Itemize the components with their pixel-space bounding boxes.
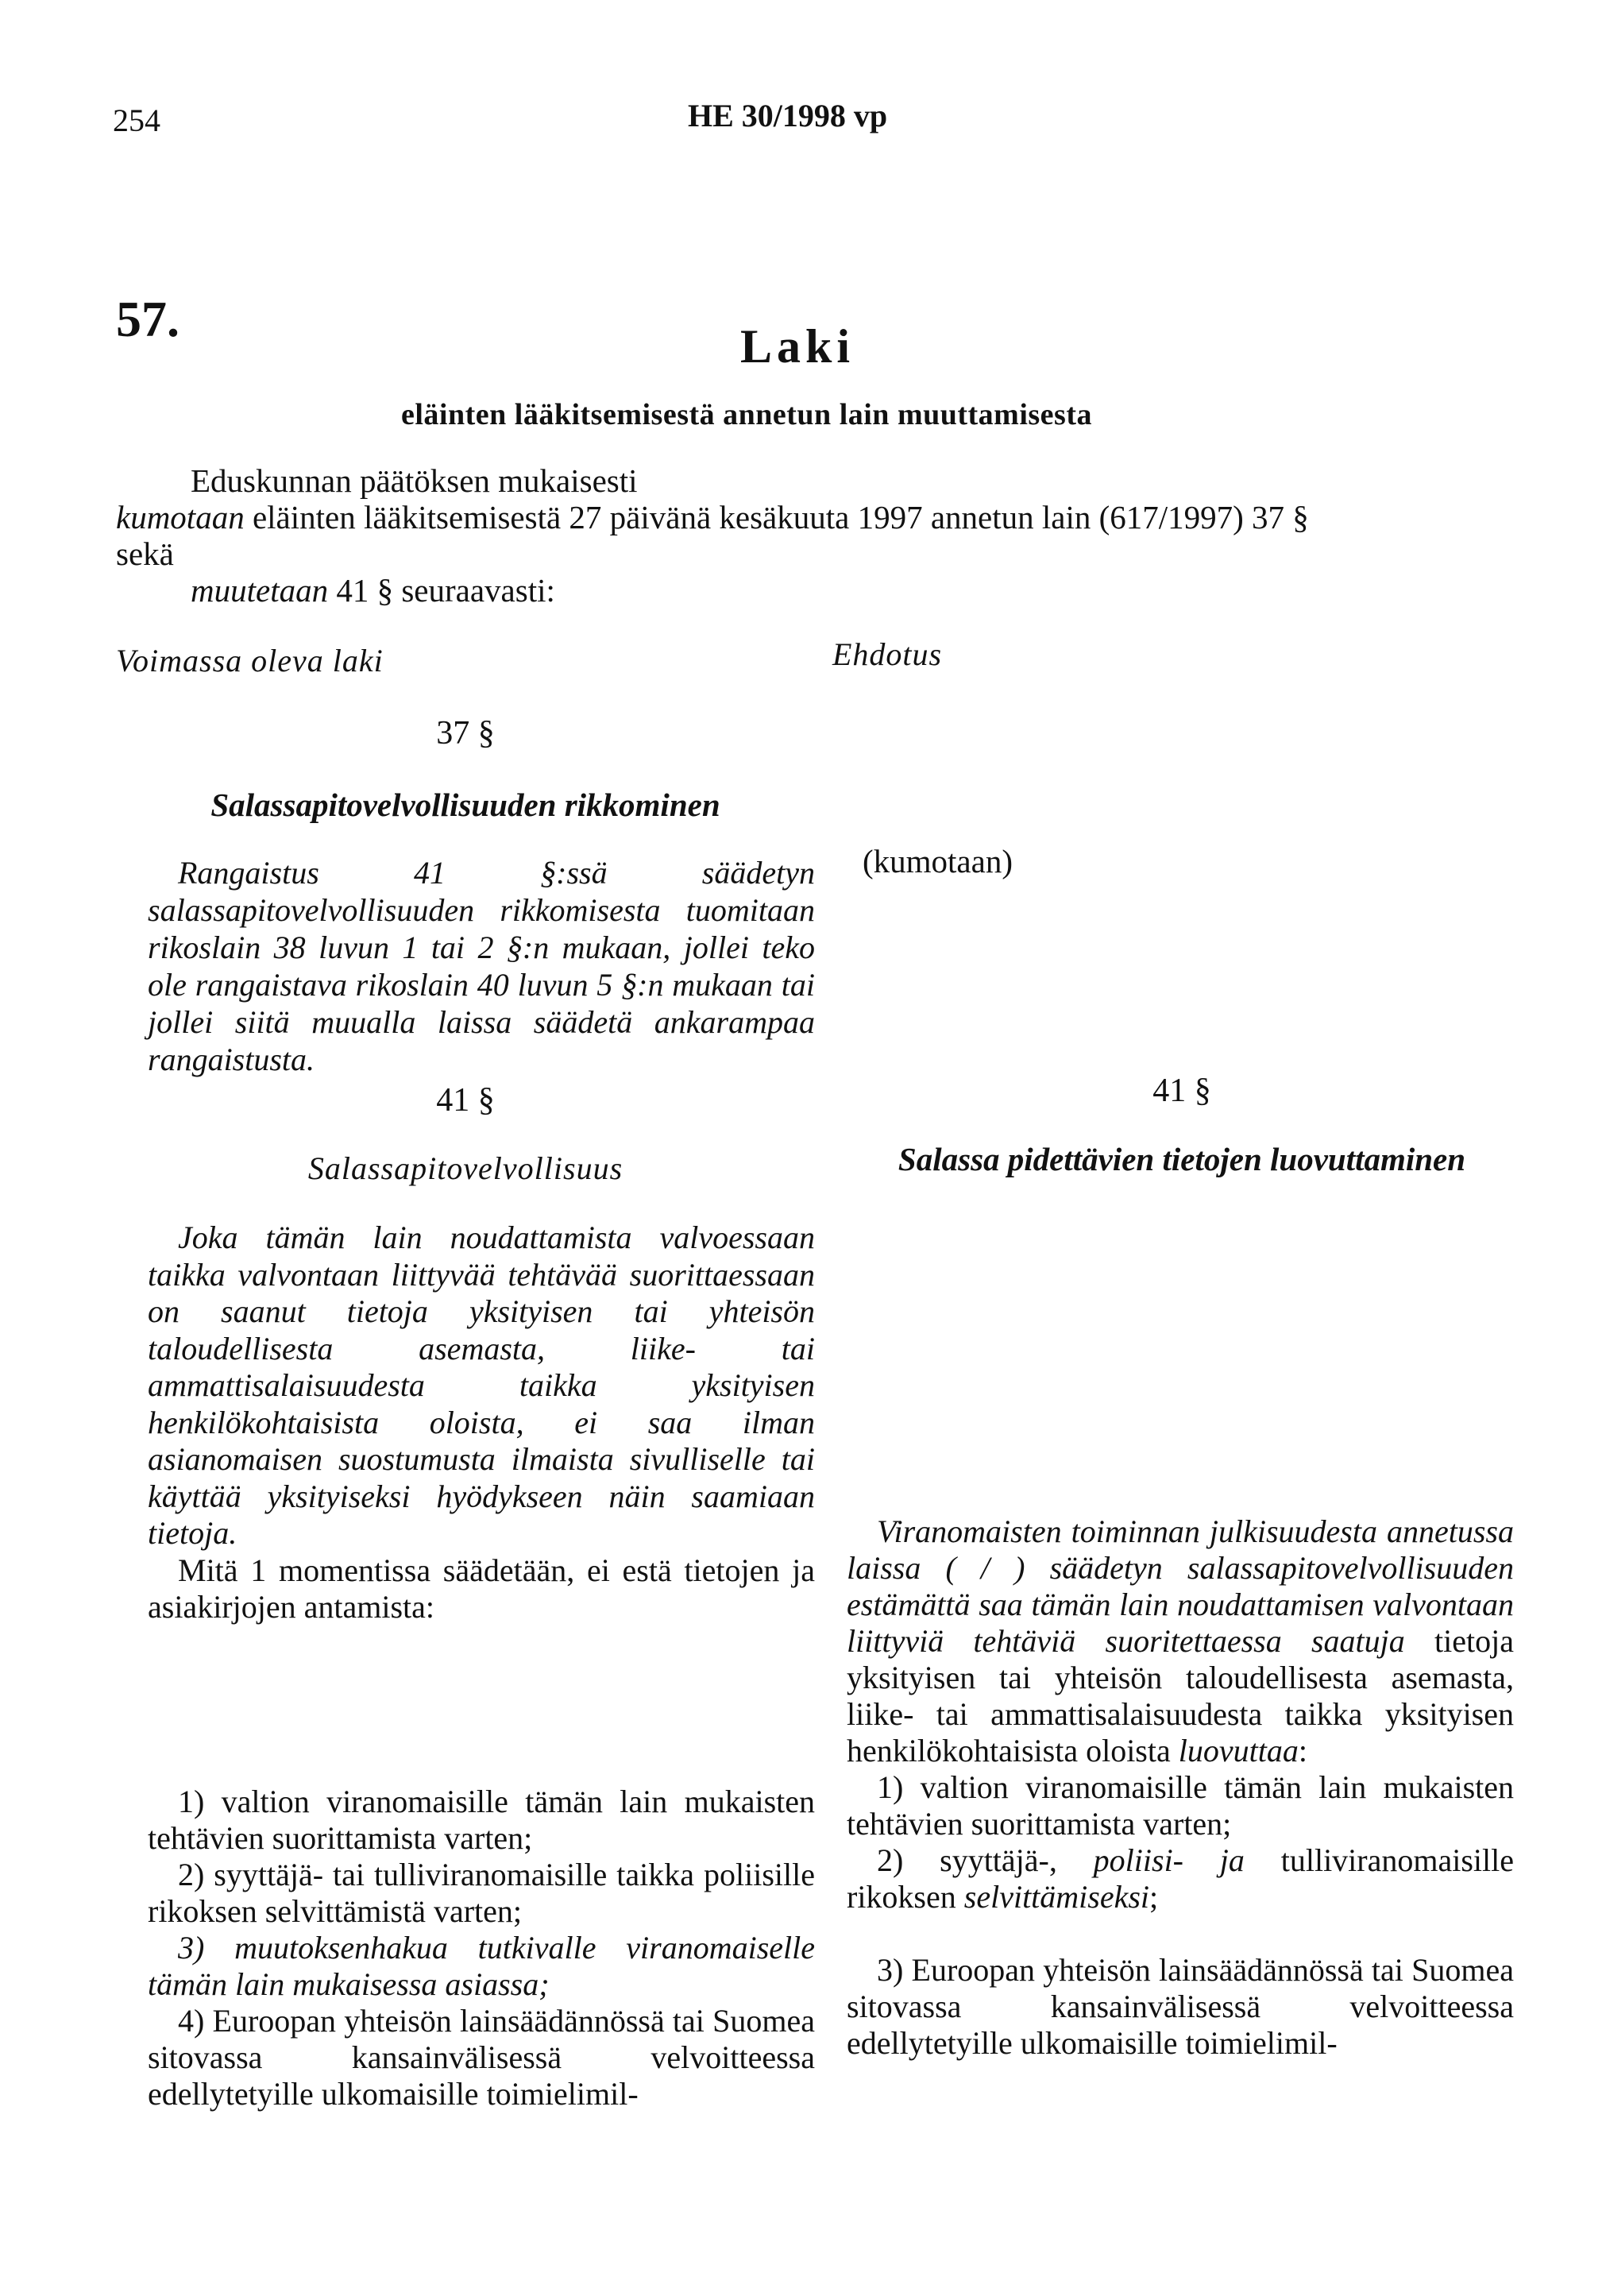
preamble-line-2 [116, 499, 1514, 535]
act-number: 57. [116, 291, 180, 347]
preamble-line-4 [116, 572, 1514, 609]
amend-text: 41 § seuraavasti: [328, 572, 555, 609]
left-paragraph-2: Mitä 1 momentissa säädetään, ei estä tietojen ja asiakirjojen antamista: [148, 1552, 815, 1625]
left-column-heading: Voimassa oleva laki [116, 643, 384, 678]
section-41-left-heading: Salassapitovelvollisuus [307, 1150, 623, 1186]
left-item-2: 2) syyttäjä- tai tulliviranomaisille taikka poliisille rikoksen selvittämistä varten; [148, 1857, 815, 1929]
section-37-left-text: Rangaistus 41 §:ssä säädetyn salassapitovelvollisuuden rikkomisesta tuomitaan rikoslain 38 luvun 1 tai 2 §:n mukaan, jollei teko ole rangaistava rikoslain 40 luvun 5 §:n mukaan tai jollei siitä muualla laissa säädetä ankarampaa rangaistusta. [148, 855, 815, 1077]
section-37-right-text: (kumotaan) [863, 843, 1013, 879]
right-item-3: 3) Euroopan yhteisön lainsäädännössä tai Suomea sitovassa kansainvälisessä velvoitteessa edellytetyille ulkomaisille toimielimil- [847, 1952, 1514, 2061]
right-intro-italic: Viranomaisten toiminnan julkisuudesta annetussa laissa ( / ) säädetyn salassapitovelvollisuuden estämättä saa tämän lain noudattamisen valvontaan liittyviä tehtäviä suoritettaessa saatuja [847, 1513, 1514, 1659]
left-paragraph-1: Joka tämän lain noudattamista valvoessaan taikka valvontaan liittyvää tehtävää suorittaessaan on saanut tietoja yksityisen tai yhteisön taloudellisesta asemasta, liike- tai ammattisalaisuudesta taikka yksityisen henkilökohtaisista oloista, ei saa ilman asianomaisen suostumusta ilmaista sivulliselle tai käyttää yksityiseksi hyödykseen näin saamiaan tietoja. [148, 1220, 815, 1551]
right-item-2-e: ; [1149, 1879, 1159, 1915]
right-item-2-d: selvittämiseksi [963, 1879, 1150, 1915]
repeal-text: eläinten lääkitsemisestä 27 päivänä kesäkuuta 1997 annetun lain (617/1997) 37 § [244, 499, 1309, 535]
right-item-2-c: tulliviranomaisille rikoksen [847, 1842, 1515, 1915]
section-41-left-number: 41 § [436, 1082, 495, 1119]
running-title: HE 30/1998 vp [688, 98, 888, 133]
right-intro-text: tietoja yksityisen tai yhteisön taloudellisesta asemasta, liike- tai ammattisalaisuudesta taikka yksityisen henkilökohtaisista oloista [847, 1623, 1514, 1768]
left-item-4: 4) Euroopan yhteisön lainsäädännössä tai Suomea sitovassa kansainvälisessä velvoitteessa edellytetyille ulkomaisille toimielimil- [148, 2003, 815, 2112]
preamble-line-1: Eduskunnan päätöksen mukaisesti [191, 462, 638, 499]
section-37-number: 37 § [436, 715, 495, 752]
left-item-1: 1) valtion viranomaisille tämän lain mukaisten tehtävien suorittamista varten; [148, 1784, 815, 1856]
preamble-line-3: sekä [116, 535, 174, 572]
page-number: 254 [113, 102, 160, 138]
right-intro-end: luovuttaa [1178, 1733, 1299, 1768]
repeal-keyword: kumotaan [116, 499, 245, 535]
right-item-2 [847, 1842, 1514, 1915]
section-41-left-body [148, 1220, 815, 1626]
right-column-heading: Ehdotus [832, 636, 943, 672]
preamble [116, 462, 1514, 609]
amend-keyword: muutetaan [191, 572, 329, 609]
left-item-3: 3) muutoksenhakua tutkivalle viranomaiselle tämän lain mukaisessa asiassa; [148, 1930, 815, 2002]
right-item-1: 1) valtion viranomaisille tämän lain mukaisten tehtävien suorittamista varten; [847, 1769, 1514, 1842]
section-41-right-body [847, 1513, 1514, 2062]
act-subtitle: eläinten lääkitsemisestä annetun lain muuttamisesta [401, 398, 1092, 431]
right-intro-paragraph [847, 1513, 1514, 1769]
right-intro-colon: : [1298, 1733, 1307, 1768]
section-37-heading: Salassapitovelvollisuuden rikkominen [210, 787, 720, 823]
section-41-right-number: 41 § [1152, 1073, 1211, 1109]
section-41-right-heading: Salassa pidettävien tietojen luovuttaminen [898, 1141, 1466, 1177]
act-title: Laki [740, 320, 855, 373]
section-41-left-list [148, 1784, 815, 2112]
right-item-2-b: poliisi- ja [1093, 1842, 1245, 1878]
right-item-2-a: 2) syyttäjä-, [877, 1842, 1094, 1878]
